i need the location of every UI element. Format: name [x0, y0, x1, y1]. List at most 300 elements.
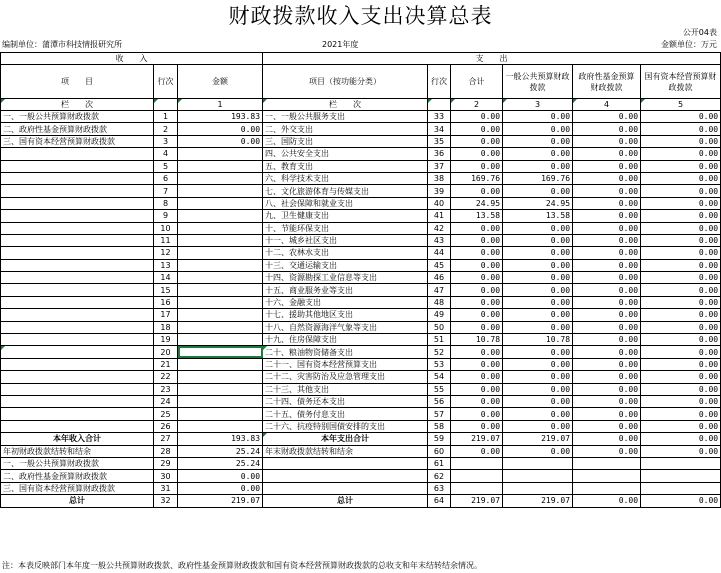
general-budget-cell[interactable]: 0.00 [503, 321, 573, 333]
general-budget-cell[interactable] [503, 457, 573, 469]
total-cell[interactable]: 0.00 [451, 234, 503, 246]
income-amount-cell[interactable] [178, 334, 263, 346]
general-budget-cell[interactable]: 0.00 [503, 272, 573, 284]
expense-item-cell[interactable]: 本年支出合计 [263, 433, 428, 445]
gov-fund-cell[interactable]: 0.00 [573, 358, 641, 370]
total-cell[interactable] [451, 457, 503, 469]
income-row-no-cell[interactable]: 22 [154, 371, 178, 383]
expense-item-cell[interactable]: 四、公共安全支出 [263, 148, 428, 160]
expense-row-no-cell[interactable]: 41 [428, 210, 451, 222]
expense-row-no-cell[interactable]: 38 [428, 172, 451, 184]
general-budget-cell[interactable]: 0.00 [503, 234, 573, 246]
income-row-no-cell[interactable]: 8 [154, 197, 178, 209]
income-row-no-cell[interactable]: 13 [154, 259, 178, 271]
expense-row-no-cell[interactable]: 49 [428, 309, 451, 321]
expense-item-cell[interactable]: 二十二、灾害防治及应急管理支出 [263, 371, 428, 383]
gov-fund-cell[interactable]: 0.00 [573, 309, 641, 321]
state-capital-cell[interactable]: 0.00 [641, 433, 721, 445]
income-item-cell[interactable]: 二、政府性基金预算财政拨款 [1, 123, 154, 135]
general-budget-cell[interactable]: 10.78 [503, 334, 573, 346]
income-row-no-cell[interactable]: 19 [154, 334, 178, 346]
income-item-cell[interactable] [1, 346, 154, 358]
total-cell[interactable]: 219.07 [451, 433, 503, 445]
income-row-no-cell[interactable]: 27 [154, 433, 178, 445]
expense-row-no-cell[interactable]: 64 [428, 495, 451, 507]
general-budget-cell[interactable]: 0.00 [503, 346, 573, 358]
income-item-cell[interactable] [1, 247, 154, 259]
general-budget-cell[interactable]: 0.00 [503, 395, 573, 407]
state-capital-cell[interactable]: 0.00 [641, 383, 721, 395]
total-cell[interactable] [451, 470, 503, 482]
expense-item-cell[interactable]: 年末财政拨款结转和结余 [263, 445, 428, 457]
income-row-no-cell[interactable]: 24 [154, 395, 178, 407]
gov-fund-cell[interactable]: 0.00 [573, 395, 641, 407]
income-item-cell[interactable]: 一、一般公共预算财政拨款 [1, 111, 154, 123]
total-cell[interactable]: 0.00 [451, 296, 503, 308]
total-cell[interactable]: 0.00 [451, 420, 503, 432]
income-row-no-cell[interactable]: 7 [154, 185, 178, 197]
income-item-cell[interactable] [1, 185, 154, 197]
gov-fund-cell[interactable]: 0.00 [573, 445, 641, 457]
gov-fund-cell[interactable]: 0.00 [573, 296, 641, 308]
expense-item-cell[interactable]: 二十、粮油物资储备支出 [263, 346, 428, 358]
expense-item-cell[interactable]: 十四、资源勘探工业信息等支出 [263, 272, 428, 284]
state-capital-cell[interactable]: 0.00 [641, 222, 721, 234]
index-label: 栏 次 [1, 99, 154, 111]
total-cell[interactable]: 0.00 [451, 358, 503, 370]
income-amount-cell[interactable] [178, 172, 263, 184]
index-blank [154, 99, 178, 111]
income-item-cell[interactable] [1, 296, 154, 308]
state-capital-cell[interactable]: 0.00 [641, 247, 721, 259]
state-capital-cell[interactable]: 0.00 [641, 346, 721, 358]
gov-fund-cell[interactable]: 0.00 [573, 433, 641, 445]
income-item-cell[interactable] [1, 197, 154, 209]
income-amount-cell[interactable]: 0.00 [178, 135, 263, 147]
expense-row-no-cell[interactable]: 59 [428, 433, 451, 445]
state-capital-cell[interactable]: 0.00 [641, 185, 721, 197]
expense-item-cell[interactable]: 十二、农林水支出 [263, 247, 428, 259]
state-capital-cell[interactable]: 0.00 [641, 111, 721, 123]
income-row-no-cell[interactable]: 31 [154, 482, 178, 494]
expense-item-cell[interactable]: 二十五、债务付息支出 [263, 408, 428, 420]
state-capital-cell[interactable]: 0.00 [641, 160, 721, 172]
income-row-no-cell[interactable]: 14 [154, 272, 178, 284]
income-row-no-cell[interactable]: 4 [154, 148, 178, 160]
general-budget-cell[interactable]: 0.00 [503, 420, 573, 432]
general-budget-cell[interactable]: 0.00 [503, 284, 573, 296]
income-item-cell[interactable] [1, 383, 154, 395]
income-amount-cell[interactable] [178, 234, 263, 246]
income-row-no-cell[interactable]: 2 [154, 123, 178, 135]
state-capital-cell[interactable]: 0.00 [641, 172, 721, 184]
income-amount-cell[interactable] [178, 148, 263, 160]
total-cell[interactable]: 0.00 [451, 383, 503, 395]
state-capital-cell[interactable]: 0.00 [641, 371, 721, 383]
income-amount-cell[interactable] [178, 358, 263, 370]
income-item-cell[interactable] [1, 395, 154, 407]
income-row-no-cell[interactable]: 12 [154, 247, 178, 259]
expense-row-no-cell[interactable]: 62 [428, 470, 451, 482]
total-cell[interactable]: 0.00 [451, 160, 503, 172]
income-amount-cell[interactable] [178, 197, 263, 209]
general-budget-cell[interactable]: 0.00 [503, 148, 573, 160]
gov-fund-cell[interactable]: 0.00 [573, 123, 641, 135]
general-budget-cell[interactable]: 24.95 [503, 197, 573, 209]
expense-item-cell[interactable]: 十九、住房保障支出 [263, 334, 428, 346]
general-budget-cell[interactable]: 0.00 [503, 247, 573, 259]
general-budget-cell[interactable]: 219.07 [503, 495, 573, 507]
general-budget-cell[interactable]: 0.00 [503, 309, 573, 321]
state-capital-cell[interactable]: 0.00 [641, 259, 721, 271]
expense-row-no-cell[interactable]: 53 [428, 358, 451, 370]
income-item-cell[interactable] [1, 160, 154, 172]
total-cell[interactable]: 0.00 [451, 272, 503, 284]
total-cell[interactable]: 0.00 [451, 321, 503, 333]
total-cell[interactable]: 219.07 [451, 495, 503, 507]
total-cell[interactable]: 169.76 [451, 172, 503, 184]
expense-row-no-cell[interactable]: 47 [428, 284, 451, 296]
expense-row-no-cell[interactable]: 40 [428, 197, 451, 209]
income-amount-cell[interactable]: 25.24 [178, 445, 263, 457]
expense-row-no-cell[interactable]: 52 [428, 346, 451, 358]
expense-row-no-cell[interactable]: 56 [428, 395, 451, 407]
expense-item-cell[interactable]: 二、外交支出 [263, 123, 428, 135]
income-item-cell[interactable] [1, 309, 154, 321]
income-amount-cell[interactable]: 193.83 [178, 433, 263, 445]
income-amount-cell[interactable] [178, 371, 263, 383]
total-cell[interactable]: 0.00 [451, 445, 503, 457]
income-row-no-cell[interactable]: 10 [154, 222, 178, 234]
state-capital-cell[interactable]: 0.00 [641, 445, 721, 457]
income-row-no-cell[interactable]: 9 [154, 210, 178, 222]
summary-row [1, 445, 721, 457]
total-cell[interactable]: 0.00 [451, 371, 503, 383]
total-cell[interactable]: 0.00 [451, 111, 503, 123]
expense-item-cell[interactable]: 十五、商业服务业等支出 [263, 284, 428, 296]
expense-row-no-cell[interactable]: 46 [428, 272, 451, 284]
gov-fund-cell[interactable]: 0.00 [573, 148, 641, 160]
total-cell[interactable]: 13.58 [451, 210, 503, 222]
expense-item-cell[interactable]: 十六、金融支出 [263, 296, 428, 308]
income-row-no-cell[interactable]: 26 [154, 420, 178, 432]
expense-item-cell[interactable]: 总计 [263, 495, 428, 507]
total-cell[interactable]: 10.78 [451, 334, 503, 346]
state-capital-cell[interactable] [641, 482, 721, 494]
total-cell[interactable]: 0.00 [451, 346, 503, 358]
income-amount-cell[interactable] [178, 383, 263, 395]
income-row-no-cell[interactable]: 5 [154, 160, 178, 172]
expense-item-cell[interactable]: 八、社会保障和就业支出 [263, 197, 428, 209]
expense-row-no-cell[interactable]: 42 [428, 222, 451, 234]
header-exp-item: 项目（按功能分类） [263, 65, 428, 99]
expense-row-no-cell[interactable]: 61 [428, 457, 451, 469]
gov-fund-cell[interactable] [573, 482, 641, 494]
total-cell[interactable]: 0.00 [451, 135, 503, 147]
state-capital-cell[interactable]: 0.00 [641, 296, 721, 308]
expense-item-cell[interactable]: 一、一般公共服务支出 [263, 111, 428, 123]
income-amount-cell[interactable]: 0.00 [178, 123, 263, 135]
total-cell[interactable]: 0.00 [451, 309, 503, 321]
state-capital-cell[interactable]: 0.00 [641, 420, 721, 432]
general-budget-cell[interactable]: 0.00 [503, 185, 573, 197]
gov-fund-cell[interactable]: 0.00 [573, 371, 641, 383]
general-budget-cell[interactable]: 169.76 [503, 172, 573, 184]
income-amount-cell[interactable] [178, 247, 263, 259]
gov-fund-cell[interactable]: 0.00 [573, 210, 641, 222]
state-capital-cell[interactable]: 0.00 [641, 197, 721, 209]
gov-fund-cell[interactable]: 0.00 [573, 284, 641, 296]
state-capital-cell[interactable]: 0.00 [641, 123, 721, 135]
income-amount-cell[interactable] [178, 185, 263, 197]
expense-row-no-cell[interactable]: 58 [428, 420, 451, 432]
total-cell[interactable] [451, 482, 503, 494]
state-capital-cell[interactable]: 0.00 [641, 334, 721, 346]
expense-row-no-cell[interactable]: 60 [428, 445, 451, 457]
income-amount-cell[interactable] [178, 210, 263, 222]
income-row-no-cell[interactable]: 25 [154, 408, 178, 420]
income-amount-cell[interactable]: 193.83 [178, 111, 263, 123]
income-row-no-cell[interactable]: 3 [154, 135, 178, 147]
state-capital-cell[interactable]: 0.00 [641, 495, 721, 507]
income-item-cell[interactable] [1, 272, 154, 284]
expense-row-no-cell[interactable]: 48 [428, 296, 451, 308]
total-cell[interactable]: 24.95 [451, 197, 503, 209]
gov-fund-cell[interactable]: 0.00 [573, 160, 641, 172]
income-row-no-cell[interactable]: 6 [154, 172, 178, 184]
state-capital-cell[interactable]: 0.00 [641, 148, 721, 160]
state-capital-cell[interactable] [641, 457, 721, 469]
expense-row-no-cell[interactable]: 34 [428, 123, 451, 135]
state-capital-cell[interactable]: 0.00 [641, 309, 721, 321]
gov-fund-cell[interactable]: 0.00 [573, 321, 641, 333]
gov-fund-cell[interactable]: 0.00 [573, 172, 641, 184]
expense-row-no-cell[interactable]: 35 [428, 135, 451, 147]
gov-fund-cell[interactable]: 0.00 [573, 346, 641, 358]
form-code: 公开04表 [682, 28, 717, 37]
expense-row-no-cell[interactable]: 55 [428, 383, 451, 395]
expense-item-cell[interactable]: 二十四、债务还本支出 [263, 395, 428, 407]
state-capital-cell[interactable]: 0.00 [641, 234, 721, 246]
expense-row-no-cell[interactable]: 54 [428, 371, 451, 383]
income-item-cell[interactable] [1, 358, 154, 370]
income-item-cell[interactable] [1, 420, 154, 432]
income-amount-cell[interactable] [178, 309, 263, 321]
summary-row [1, 495, 721, 507]
income-row-no-cell[interactable]: 15 [154, 284, 178, 296]
income-item-cell[interactable]: 总计 [1, 495, 154, 507]
gov-fund-cell[interactable]: 0.00 [573, 334, 641, 346]
general-budget-cell[interactable]: 0.00 [503, 296, 573, 308]
gov-fund-cell[interactable]: 0.00 [573, 420, 641, 432]
income-amount-cell[interactable] [178, 259, 263, 271]
state-capital-cell[interactable] [641, 470, 721, 482]
general-budget-cell[interactable]: 13.58 [503, 210, 573, 222]
gov-fund-cell[interactable] [573, 457, 641, 469]
income-amount-cell[interactable]: 219.07 [178, 495, 263, 507]
income-row-no-cell[interactable]: 11 [154, 234, 178, 246]
general-budget-cell[interactable]: 0.00 [503, 371, 573, 383]
general-budget-cell[interactable]: 0.00 [503, 222, 573, 234]
gov-fund-cell[interactable]: 0.00 [573, 383, 641, 395]
total-cell[interactable]: 0.00 [451, 247, 503, 259]
gov-fund-cell[interactable]: 0.00 [573, 135, 641, 147]
expense-item-cell[interactable]: 十八、自然资源海洋气象等支出 [263, 321, 428, 333]
expense-item-cell[interactable] [263, 457, 428, 469]
income-item-cell[interactable] [1, 321, 154, 333]
income-row-no-cell[interactable]: 28 [154, 445, 178, 457]
income-item-cell[interactable]: 一、一般公共预算财政拨款 [1, 457, 154, 469]
expense-item-cell[interactable]: 三、国防支出 [263, 135, 428, 147]
income-amount-cell[interactable] [178, 346, 263, 358]
gov-fund-cell[interactable]: 0.00 [573, 272, 641, 284]
state-capital-cell[interactable]: 0.00 [641, 358, 721, 370]
income-row-no-cell[interactable]: 18 [154, 321, 178, 333]
expense-row-no-cell[interactable]: 45 [428, 259, 451, 271]
income-amount-cell[interactable] [178, 284, 263, 296]
total-cell[interactable]: 0.00 [451, 123, 503, 135]
income-item-cell[interactable] [1, 222, 154, 234]
gov-fund-cell[interactable]: 0.00 [573, 259, 641, 271]
income-amount-cell[interactable] [178, 160, 263, 172]
state-capital-cell[interactable]: 0.00 [641, 210, 721, 222]
expense-row-no-cell[interactable]: 36 [428, 148, 451, 160]
state-capital-cell[interactable]: 0.00 [641, 321, 721, 333]
general-budget-cell[interactable]: 219.07 [503, 433, 573, 445]
total-cell[interactable]: 0.00 [451, 185, 503, 197]
state-capital-cell[interactable]: 0.00 [641, 272, 721, 284]
general-budget-cell[interactable] [503, 470, 573, 482]
income-item-cell[interactable] [1, 259, 154, 271]
income-amount-cell[interactable] [178, 321, 263, 333]
income-amount-cell[interactable] [178, 408, 263, 420]
income-item-cell[interactable]: 三、国有资本经营预算财政拨款 [1, 482, 154, 494]
expense-item-cell[interactable]: 七、文化旅游体育与传媒支出 [263, 185, 428, 197]
state-capital-cell[interactable]: 0.00 [641, 408, 721, 420]
income-row-no-cell[interactable]: 17 [154, 309, 178, 321]
expense-item-cell[interactable]: 十一、城乡社区支出 [263, 234, 428, 246]
table-row [1, 123, 721, 135]
expense-item-cell[interactable]: 二十六、抗疫特别国债安排的支出 [263, 420, 428, 432]
income-item-cell[interactable] [1, 334, 154, 346]
income-row-no-cell[interactable]: 1 [154, 111, 178, 123]
general-budget-cell[interactable]: 0.00 [503, 259, 573, 271]
general-budget-cell[interactable]: 0.00 [503, 111, 573, 123]
income-amount-cell[interactable]: 0.00 [178, 470, 263, 482]
income-item-cell[interactable]: 三、国有资本经营预算财政拨款 [1, 135, 154, 147]
table-row [1, 395, 721, 407]
general-budget-cell[interactable]: 0.00 [503, 135, 573, 147]
expense-row-no-cell[interactable]: 39 [428, 185, 451, 197]
income-item-cell[interactable] [1, 371, 154, 383]
income-row-no-cell[interactable]: 16 [154, 296, 178, 308]
income-item-cell[interactable] [1, 408, 154, 420]
general-budget-cell[interactable]: 0.00 [503, 358, 573, 370]
income-row-no-cell[interactable]: 21 [154, 358, 178, 370]
gov-fund-cell[interactable]: 0.00 [573, 111, 641, 123]
general-budget-cell[interactable]: 0.00 [503, 408, 573, 420]
gov-fund-cell[interactable]: 0.00 [573, 222, 641, 234]
expense-row-no-cell[interactable]: 37 [428, 160, 451, 172]
expense-item-cell[interactable]: 五、教育支出 [263, 160, 428, 172]
total-cell[interactable]: 0.00 [451, 148, 503, 160]
expense-row-no-cell[interactable]: 44 [428, 247, 451, 259]
income-item-cell[interactable] [1, 172, 154, 184]
expense-row-no-cell[interactable]: 50 [428, 321, 451, 333]
income-amount-cell[interactable] [178, 420, 263, 432]
income-row-no-cell[interactable]: 29 [154, 457, 178, 469]
gov-fund-cell[interactable]: 0.00 [573, 185, 641, 197]
income-amount-cell[interactable] [178, 222, 263, 234]
expense-row-no-cell[interactable]: 33 [428, 111, 451, 123]
general-budget-cell[interactable]: 0.00 [503, 160, 573, 172]
general-budget-cell[interactable]: 0.00 [503, 123, 573, 135]
table-row [1, 111, 721, 123]
gov-fund-cell[interactable]: 0.00 [573, 234, 641, 246]
income-amount-cell[interactable] [178, 395, 263, 407]
expense-item-cell[interactable]: 十三、交通运输支出 [263, 259, 428, 271]
income-amount-cell[interactable] [178, 296, 263, 308]
income-item-cell[interactable]: 年初财政拨款结转和结余 [1, 445, 154, 457]
expense-item-cell[interactable]: 二十三、其他支出 [263, 383, 428, 395]
state-capital-cell[interactable]: 0.00 [641, 284, 721, 296]
income-row-no-cell[interactable]: 30 [154, 470, 178, 482]
gov-fund-cell[interactable]: 0.00 [573, 495, 641, 507]
expense-row-no-cell[interactable]: 63 [428, 482, 451, 494]
income-item-cell[interactable] [1, 210, 154, 222]
expense-item-cell[interactable]: 二十一、国有资本经营预算支出 [263, 358, 428, 370]
expense-item-cell[interactable]: 十、节能环保支出 [263, 222, 428, 234]
state-capital-cell[interactable]: 0.00 [641, 135, 721, 147]
general-budget-cell[interactable] [503, 482, 573, 494]
total-cell[interactable]: 0.00 [451, 284, 503, 296]
total-cell[interactable]: 0.00 [451, 395, 503, 407]
income-item-cell[interactable]: 二、政府性基金预算财政拨款 [1, 470, 154, 482]
gov-fund-cell[interactable]: 0.00 [573, 408, 641, 420]
income-item-cell[interactable] [1, 148, 154, 160]
income-row-no-cell[interactable]: 32 [154, 495, 178, 507]
expense-item-cell[interactable]: 九、卫生健康支出 [263, 210, 428, 222]
income-row-no-cell[interactable]: 20 [154, 346, 178, 358]
expense-item-cell[interactable]: 六、科学技术支出 [263, 172, 428, 184]
income-item-cell[interactable] [1, 284, 154, 296]
gov-fund-cell[interactable]: 0.00 [573, 247, 641, 259]
income-amount-cell[interactable] [178, 272, 263, 284]
gov-fund-cell[interactable]: 0.00 [573, 197, 641, 209]
expense-item-cell[interactable] [263, 482, 428, 494]
expense-item-cell[interactable]: 十七、援助其他地区支出 [263, 309, 428, 321]
expense-section-header: 支 出 [263, 53, 721, 65]
income-row-no-cell[interactable]: 23 [154, 383, 178, 395]
gov-fund-cell[interactable] [573, 470, 641, 482]
total-cell[interactable]: 0.00 [451, 222, 503, 234]
total-cell[interactable]: 0.00 [451, 259, 503, 271]
expense-row-no-cell[interactable]: 43 [428, 234, 451, 246]
income-item-cell[interactable]: 本年收入合计 [1, 433, 154, 445]
income-item-cell[interactable] [1, 234, 154, 246]
income-amount-cell[interactable]: 0.00 [178, 482, 263, 494]
total-cell[interactable]: 0.00 [451, 408, 503, 420]
income-section-header: 收 入 [1, 53, 263, 65]
state-capital-cell[interactable]: 0.00 [641, 395, 721, 407]
expense-item-cell[interactable] [263, 470, 428, 482]
table-row [1, 222, 721, 234]
income-amount-cell[interactable]: 25.24 [178, 457, 263, 469]
expense-row-no-cell[interactable]: 57 [428, 408, 451, 420]
general-budget-cell[interactable]: 0.00 [503, 383, 573, 395]
general-budget-cell[interactable]: 0.00 [503, 445, 573, 457]
expense-row-no-cell[interactable]: 51 [428, 334, 451, 346]
